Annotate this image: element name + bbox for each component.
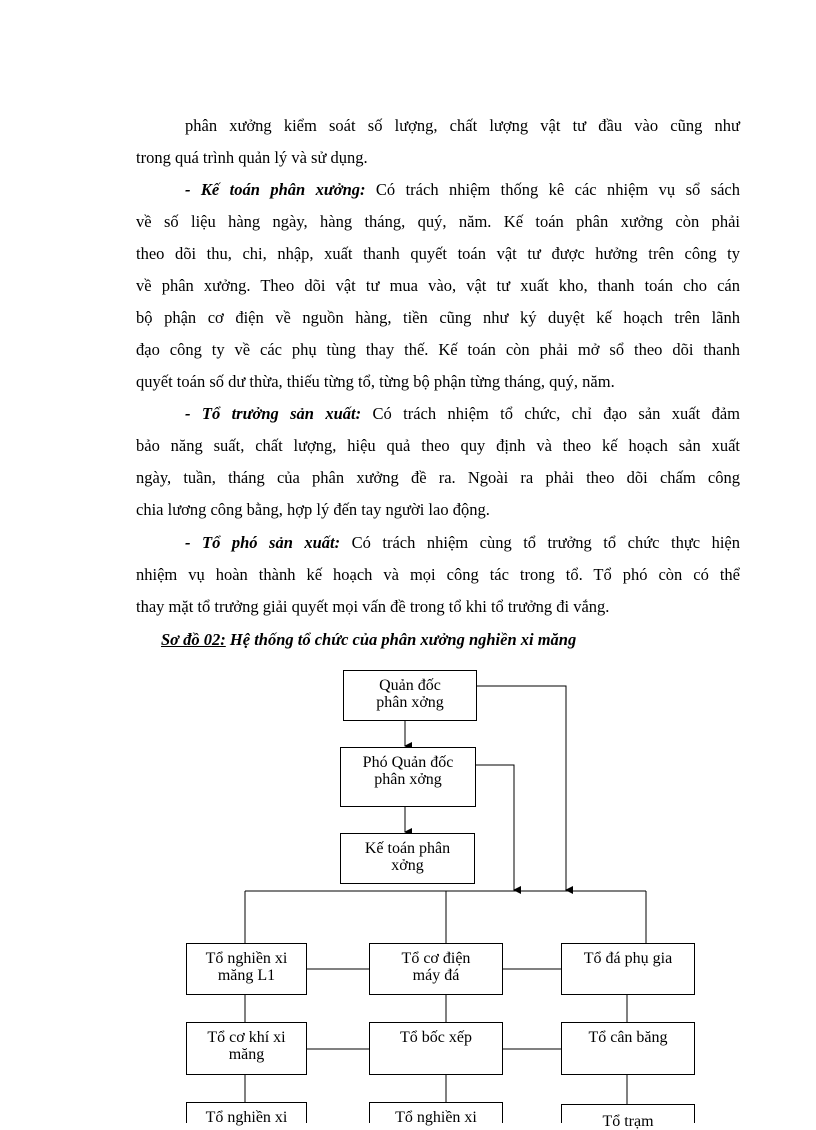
box-to-boc-xep xyxy=(369,1022,503,1075)
paragraph-line: phân xưởng kiểm soát số lượng, chất lượng vật tư đầu vào cũng như xyxy=(185,116,740,135)
paragraph-line: bộ phận cơ điện về nguồn hàng, tiền cũng như ký duyệt kế hoạch trên lãnh xyxy=(136,308,740,327)
paragraph-line: trong quá trình quản lý và sử dụng. xyxy=(136,148,368,167)
box-to-co-khi xyxy=(186,1022,307,1075)
box-to-nghien-a xyxy=(186,1102,307,1126)
box-ke-toan xyxy=(340,833,475,884)
paragraph-text: Có trách nhiệm tổ chức, chỉ đạo sản xuất đảm xyxy=(361,404,740,423)
box-line: Tổ nghiền xi xyxy=(395,1109,477,1126)
box-line: Tổ nghiền xi xyxy=(205,950,288,967)
box-to-da-phu-gia xyxy=(561,943,695,995)
box-line: Tổ trạm xyxy=(602,1113,654,1130)
paragraph-line: đạo công ty về các phụ tùng thay thế. Kế toán còn phải mở sổ theo dõi thanh xyxy=(136,340,740,359)
section-heading: - Tổ trưởng sản xuất: xyxy=(185,404,362,423)
section-heading: - Tổ phó sản xuất: xyxy=(185,533,341,552)
box-line: Kế toán phân xyxy=(364,840,451,857)
box-line: Tổ cân băng xyxy=(588,1029,668,1046)
paragraph-line: chia lương công bằng, hợp lý đến tay người lao động. xyxy=(136,500,490,519)
box-line: Tổ nghiền xi xyxy=(205,1109,288,1126)
box-pho-quan-doc xyxy=(340,747,476,807)
box-line: Tổ cơ điện xyxy=(401,950,471,967)
paragraph-line: nhiệm vụ hoàn thành kế hoạch và mọi công tác trong tổ. Tổ phó còn có thể xyxy=(136,565,740,584)
paragraph-text: Có trách nhiệm cùng tổ trưởng tổ chức thực hiện xyxy=(340,533,741,552)
box-line: Quản đốc xyxy=(379,677,441,694)
box-line: phân xởng xyxy=(374,771,442,788)
paragraph-line: bảo năng suất, chất lượng, hiệu quả theo quy định và theo kế hoạch sản xuất xyxy=(136,436,740,455)
box-to-co-dien xyxy=(369,943,503,995)
caption-label: Sơ đồ 02: xyxy=(161,630,226,649)
box-to-tram xyxy=(561,1104,695,1130)
paragraph-line: về số liệu hàng ngày, hàng tháng, quý, năm. Kế toán phân xưởng còn phải xyxy=(136,212,740,231)
box-line: phân xởng xyxy=(376,694,444,711)
paragraph-line: quyết toán số dư thừa, thiếu từng tổ, từng bộ phận từng tháng, quý, năm. xyxy=(136,372,615,391)
section-heading: - Kế toán phân xưởng: xyxy=(185,180,366,199)
box-line: măng L1 xyxy=(217,967,276,984)
paragraph-text: Có trách nhiệm thống kê các nhiệm vụ sổ sách xyxy=(365,180,740,199)
paragraph-line: về phân xưởng. Theo dõi vật tư mua vào, vật tư xuất kho, thanh toán cho cán xyxy=(136,276,740,295)
caption-text: Hệ thống tổ chức của phân xưởng nghiền xi măng xyxy=(225,630,577,649)
box-quan-doc xyxy=(343,670,477,721)
box-line: máy đá xyxy=(412,967,460,984)
paragraph-line: thay mặt tổ trưởng giải quyết mọi vấn đề trong tổ khi tổ trưởng đi vắng. xyxy=(136,597,610,616)
box-to-nghien-b xyxy=(369,1102,503,1126)
box-line: Tổ cơ khí xi xyxy=(207,1029,286,1046)
box-to-can-bang xyxy=(561,1022,695,1075)
paragraph-line: ngày, tuần, tháng của phân xưởng đề ra. Ngoài ra phải theo dõi chấm công xyxy=(136,468,740,487)
box-line: Tổ đá phụ gia xyxy=(583,950,673,967)
paragraph-line: theo dõi thu, chi, nhập, xuất thanh quyết toán vật tư được hưởng trên công ty xyxy=(136,244,740,263)
box-line: măng xyxy=(228,1046,265,1063)
box-line: Phó Quản đốc xyxy=(362,754,454,771)
box-line: xởng xyxy=(391,857,424,874)
box-to-nghien-l1 xyxy=(186,943,307,995)
box-line: Tổ bốc xếp xyxy=(400,1029,472,1046)
